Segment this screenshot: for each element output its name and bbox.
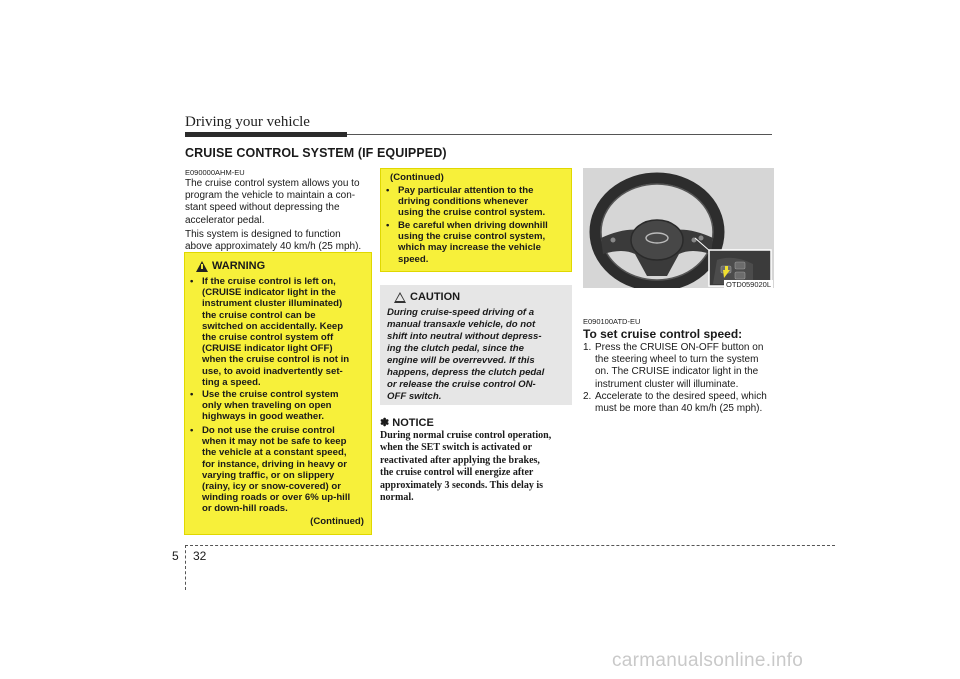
bullet: • [386, 220, 390, 231]
list-item [386, 220, 566, 266]
text-line: using the cruise control system. [398, 207, 546, 219]
step-number: 1. [583, 342, 592, 353]
notice-text [380, 430, 572, 504]
text-line: driving conditions whenever [398, 196, 529, 208]
text-line: on. The CRUISE indicator light in the [595, 366, 759, 378]
text-line: instrument cluster will illuminate. [595, 378, 739, 390]
list-item [386, 185, 566, 219]
bullet: • [386, 185, 390, 196]
doc-code: E090000AHM-EU [185, 168, 245, 177]
text-line: or down-hill roads. [202, 503, 288, 515]
text-line: ting a speed. [202, 376, 261, 388]
text-line: normal. [380, 492, 414, 504]
doc-code: E090100ATD-EU [583, 317, 641, 326]
text-line: instrument cluster illuminated) [202, 298, 343, 310]
text-line: (CRUISE indicator light OFF) [202, 343, 333, 355]
watermark: carmanualsonline.info [612, 650, 804, 671]
text-line: Pay particular attention to the [398, 185, 534, 196]
text-line: winding roads or over 6% up-hill [202, 492, 351, 504]
text-line: speed. [398, 253, 429, 265]
running-header-title: Driving your vehicle [185, 114, 310, 130]
text-line: the cruise control will energize after [380, 467, 534, 479]
text-line: or release the cruise control ON- [387, 379, 536, 390]
text-line: Press the CRUISE ON-OFF button on [595, 342, 764, 353]
step-item [583, 342, 774, 392]
warning-triangle-icon [196, 261, 208, 272]
chapter-number: 5 [172, 549, 179, 563]
bullet: • [190, 389, 194, 400]
continued-heading: (Continued) [390, 172, 444, 183]
text-line: stant speed without depressing the [185, 202, 340, 214]
step-item [583, 391, 774, 417]
step-number: 2. [583, 391, 592, 402]
text-line: Be careful when driving downhill [398, 220, 548, 231]
text-line: when it may not be safe to keep [202, 436, 347, 448]
text-line: the cruise control can be [202, 309, 316, 321]
text-line: only when traveling on open [202, 400, 332, 412]
text-line: the cruise control system off [202, 332, 334, 344]
function-range-paragraph [185, 229, 371, 253]
figure-label: OTD059020L [726, 280, 772, 289]
text-line: reactivated after applying the brakes, [380, 454, 540, 466]
caution-text [387, 307, 567, 403]
text-line: using the cruise control system, [398, 231, 546, 243]
header-accent-bar [185, 132, 347, 137]
bullet: • [190, 425, 194, 436]
text-line: engine will be overrevved. If this [387, 355, 535, 366]
text-line: happens, depress the clutch pedal [387, 367, 545, 378]
text-line: approximately 3 seconds. This delay is [380, 479, 543, 491]
text-line: (CRUISE indicator light in the [202, 287, 336, 299]
warning-continued: (Continued) [310, 516, 364, 527]
text-line: program the vehicle to maintain a con- [185, 190, 356, 202]
text-line: During cruise-speed driving of a [387, 307, 535, 318]
list-item [190, 389, 366, 423]
text-line: which may increase the vehicle [398, 242, 541, 254]
text-line: manual transaxle vehicle, do not [387, 319, 536, 330]
text-line: ing the clutch pedal, since the [387, 343, 525, 354]
footer-rule [185, 545, 835, 546]
text-line: switched on accidentally. Keep [202, 320, 344, 332]
section-title: CRUISE CONTROL SYSTEM (IF EQUIPPED) [185, 146, 447, 160]
header-rule [347, 134, 772, 135]
intro-paragraph [185, 178, 371, 227]
warning-title: WARNING [212, 260, 266, 272]
steering-wheel-icon [583, 168, 774, 288]
text-line: for instance, driving in heavy or [202, 458, 348, 470]
text-line: shift into neutral without depress- [387, 331, 542, 342]
text-line: The cruise control system allows you to [185, 178, 360, 189]
text-line: use, to avoid inadvertently set- [202, 365, 343, 377]
text-line: Accelerate to the desired speed, which [595, 391, 767, 402]
text-line: Do not use the cruise control [202, 425, 335, 436]
caution-title: CAUTION [410, 291, 461, 303]
text-line: During normal cruise control operation, [380, 430, 552, 441]
steering-wheel-figure [583, 168, 774, 288]
list-item [190, 276, 366, 388]
bullet: • [190, 276, 194, 287]
text-line: highways in good weather. [202, 411, 325, 423]
text-line: This system is designed to function [185, 229, 341, 240]
notice-heading: ✽ NOTICE [380, 417, 434, 429]
text-line: the vehicle at a constant speed, [202, 447, 347, 459]
text-line: above approximately 40 km/h (25 mph). [185, 241, 362, 253]
text-line: when the SET switch is activated or [380, 442, 533, 454]
list-item [190, 425, 366, 515]
footer-divider [185, 545, 186, 590]
text-line: must be more than 40 km/h (25 mph). [595, 403, 763, 415]
text-line: Use the cruise control system [202, 389, 339, 400]
text-line: the steering wheel to turn the system [595, 354, 759, 366]
text-line: OFF switch. [387, 391, 442, 402]
page-number: 32 [193, 549, 207, 563]
caution-heading [394, 291, 460, 303]
text-line: when the cruise control is not in [202, 354, 350, 366]
caution-triangle-icon [394, 292, 406, 303]
text-line: If the cruise control is left on, [202, 276, 336, 287]
text-line: (rainy, icy or snow-covered) or [202, 481, 341, 493]
text-line: varying traffic, or on slippery [202, 469, 335, 481]
subsection-heading: To set cruise control speed: [583, 327, 743, 341]
warning-heading [196, 260, 265, 272]
text-line: accelerator pedal. [185, 214, 265, 226]
